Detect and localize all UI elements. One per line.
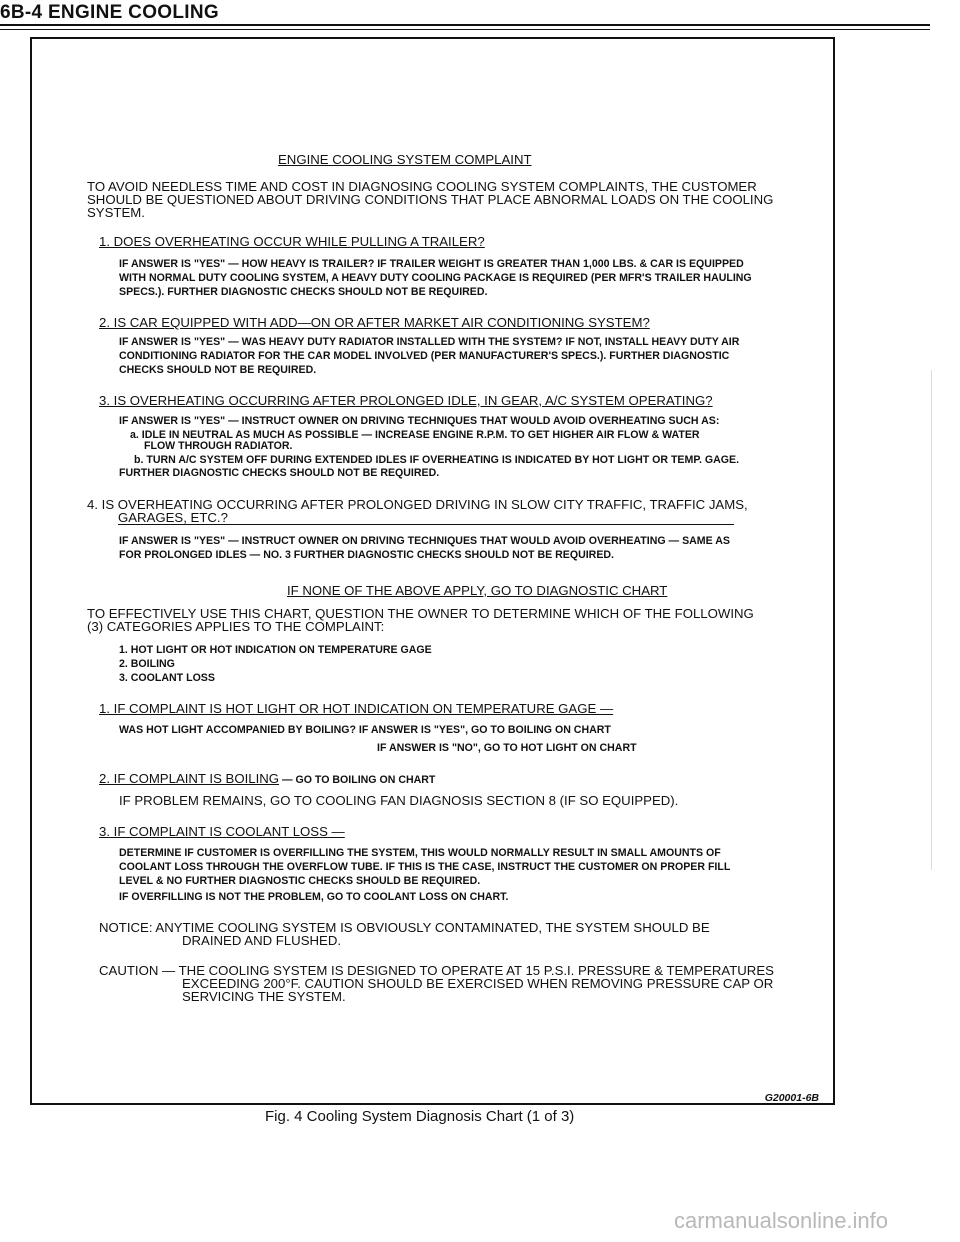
figure-caption: Fig. 4 Cooling System Diagnosis Chart (1 of 3): [265, 1108, 575, 1125]
category-item: 2. BOILING: [119, 658, 175, 670]
intro-line: SHOULD BE QUESTIONED ABOUT DRIVING CONDITIONS THAT PLACE ABNORMAL LOADS ON THE COOLING: [87, 192, 774, 207]
caution-text: CAUTION — THE COOLING SYSTEM IS DESIGNED TO OPERATE AT 15 P.S.I. PRESSURE & TEMPERATURES: [99, 963, 774, 978]
complaint-3-body: COOLANT LOSS THROUGH THE OVERFLOW TUBE. IF THIS IS THE CASE, INSTRUCT THE CUSTOMER ON PROPER FILL: [119, 861, 731, 873]
complaint-1-body: WAS HOT LIGHT ACCOMPANIED BY BOILING? IF ANSWER IS "YES", GO TO BOILING ON CHART: [119, 724, 611, 736]
question-4-heading: GARAGES, ETC.?: [118, 511, 734, 525]
question-1-heading: 1. DOES OVERHEATING OCCUR WHILE PULLING A TRAILER?: [99, 234, 485, 249]
question-3-body: FLOW THROUGH RADIATOR.: [144, 440, 293, 452]
diagnosis-chart-frame: [30, 37, 835, 1105]
notice-text: DRAINED AND FLUSHED.: [182, 933, 342, 948]
question-4-heading: 4. IS OVERHEATING OCCURRING AFTER PROLONGED DRIVING IN SLOW CITY TRAFFIC, TRAFFIC JAMS,: [87, 497, 748, 512]
page-header: 6B-4 ENGINE COOLING: [0, 2, 219, 23]
caution-text: EXCEEDING 200°F. CAUTION SHOULD BE EXERCISED WHEN REMOVING PRESSURE CAP OR: [182, 976, 774, 991]
categories-intro: TO EFFECTIVELY USE THIS CHART, QUESTION THE OWNER TO DETERMINE WHICH OF THE FOLLOWING: [87, 606, 754, 621]
none-apply-heading: IF NONE OF THE ABOVE APPLY, GO TO DIAGNOSTIC CHART: [287, 583, 668, 598]
complaint-1-heading: 1. IF COMPLAINT IS HOT LIGHT OR HOT INDICATION ON TEMPERATURE GAGE —: [99, 701, 614, 716]
question-2-body: CONDITIONING RADIATOR FOR THE CAR MODEL INVOLVED (PER MANUFACTURER'S SPECS.). FURTHER DIAGNOSTIC: [119, 350, 730, 362]
notice-text: NOTICE: ANYTIME COOLING SYSTEM IS OBVIOUSLY CONTAMINATED, THE SYSTEM SHOULD BE: [99, 920, 710, 935]
intro-line: TO AVOID NEEDLESS TIME AND COST IN DIAGNOSING COOLING SYSTEM COMPLAINTS, THE CUSTOMER: [87, 179, 757, 194]
question-1-body: SPECS.). FURTHER DIAGNOSTIC CHECKS SHOULD NOT BE REQUIRED.: [119, 286, 488, 298]
chart-title: ENGINE COOLING SYSTEM COMPLAINT: [278, 152, 532, 167]
category-item: 1. HOT LIGHT OR HOT INDICATION ON TEMPERATURE GAGE: [119, 644, 432, 656]
watermark: carmanualsonline.info: [674, 1208, 889, 1233]
figure-code: G20001-6B: [764, 1092, 819, 1104]
complaint-2-body: IF PROBLEM REMAINS, GO TO COOLING FAN DIAGNOSIS SECTION 8 (IF SO EQUIPPED).: [119, 793, 679, 808]
question-3-heading: 3. IS OVERHEATING OCCURRING AFTER PROLONGED IDLE, IN GEAR, A/C SYSTEM OPERATING?: [99, 393, 713, 408]
caution-text: SERVICING THE SYSTEM.: [182, 989, 346, 1004]
complaint-1-body: IF ANSWER IS "NO", GO TO HOT LIGHT ON CHART: [377, 742, 637, 754]
complaint-3-body: IF OVERFILLING IS NOT THE PROBLEM, GO TO COOLANT LOSS ON CHART.: [119, 891, 509, 903]
header-rule: [0, 24, 930, 26]
complaint-3-body: DETERMINE IF CUSTOMER IS OVERFILLING THE SYSTEM, THIS WOULD NORMALLY RESULT IN SMALL AMOUNTS OF: [119, 847, 721, 859]
category-item: 3. COOLANT LOSS: [119, 672, 215, 684]
question-2-body: CHECKS SHOULD NOT BE REQUIRED.: [119, 364, 317, 376]
complaint-2-heading-text: 2. IF COMPLAINT IS BOILING: [99, 771, 280, 786]
complaint-2-heading: [99, 772, 435, 787]
question-4-body: IF ANSWER IS "YES" — INSTRUCT OWNER ON DRIVING TECHNIQUES THAT WOULD AVOID OVERHEATING — SAME AS: [119, 535, 730, 547]
question-3-body: a. IDLE IN NEUTRAL AS MUCH AS POSSIBLE — INCREASE ENGINE R.P.M. TO GET HIGHER AIR FLOW & WATER: [130, 429, 700, 441]
complaint-2-heading-tail: — GO TO BOILING ON CHART: [279, 774, 436, 786]
margin-line: [931, 370, 932, 870]
intro-line: SYSTEM.: [87, 205, 145, 220]
question-2-heading: 2. IS CAR EQUIPPED WITH ADD—ON OR AFTER MARKET AIR CONDITIONING SYSTEM?: [99, 315, 650, 330]
question-3-body: FURTHER DIAGNOSTIC CHECKS SHOULD NOT BE REQUIRED.: [119, 467, 440, 479]
question-4-body: FOR PROLONGED IDLES — NO. 3 FURTHER DIAGNOSTIC CHECKS SHOULD NOT BE REQUIRED.: [119, 549, 614, 561]
question-3-body: IF ANSWER IS "YES" — INSTRUCT OWNER ON DRIVING TECHNIQUES THAT WOULD AVOID OVERHEATING SUCH AS:: [119, 415, 720, 427]
header-rule-thin: [0, 29, 930, 30]
categories-intro: (3) CATEGORIES APPLIES TO THE COMPLAINT:: [87, 619, 385, 634]
complaint-3-body: LEVEL & NO FURTHER DIAGNOSTIC CHECKS SHOULD BE REQUIRED.: [119, 875, 481, 887]
question-2-body: IF ANSWER IS "YES" — WAS HEAVY DUTY RADIATOR INSTALLED WITH THE SYSTEM? IF NOT, INSTALL HEAVY DUTY AIR: [119, 336, 740, 348]
question-1-body: WITH NORMAL DUTY COOLING SYSTEM, A HEAVY DUTY COOLING PACKAGE IS REQUIRED (PER MFR'S TRAILER HAULING: [119, 272, 752, 284]
question-1-body: IF ANSWER IS "YES" — HOW HEAVY IS TRAILER? IF TRAILER WEIGHT IS GREATER THAN 1,000 LBS. & CAR IS EQUIPPED: [119, 258, 744, 270]
question-3-body: b. TURN A/C SYSTEM OFF DURING EXTENDED IDLES IF OVERHEATING IS INDICATED BY HOT LIGHT OR TEMP. GAGE.: [134, 454, 740, 466]
complaint-3-heading: 3. IF COMPLAINT IS COOLANT LOSS —: [99, 824, 345, 839]
